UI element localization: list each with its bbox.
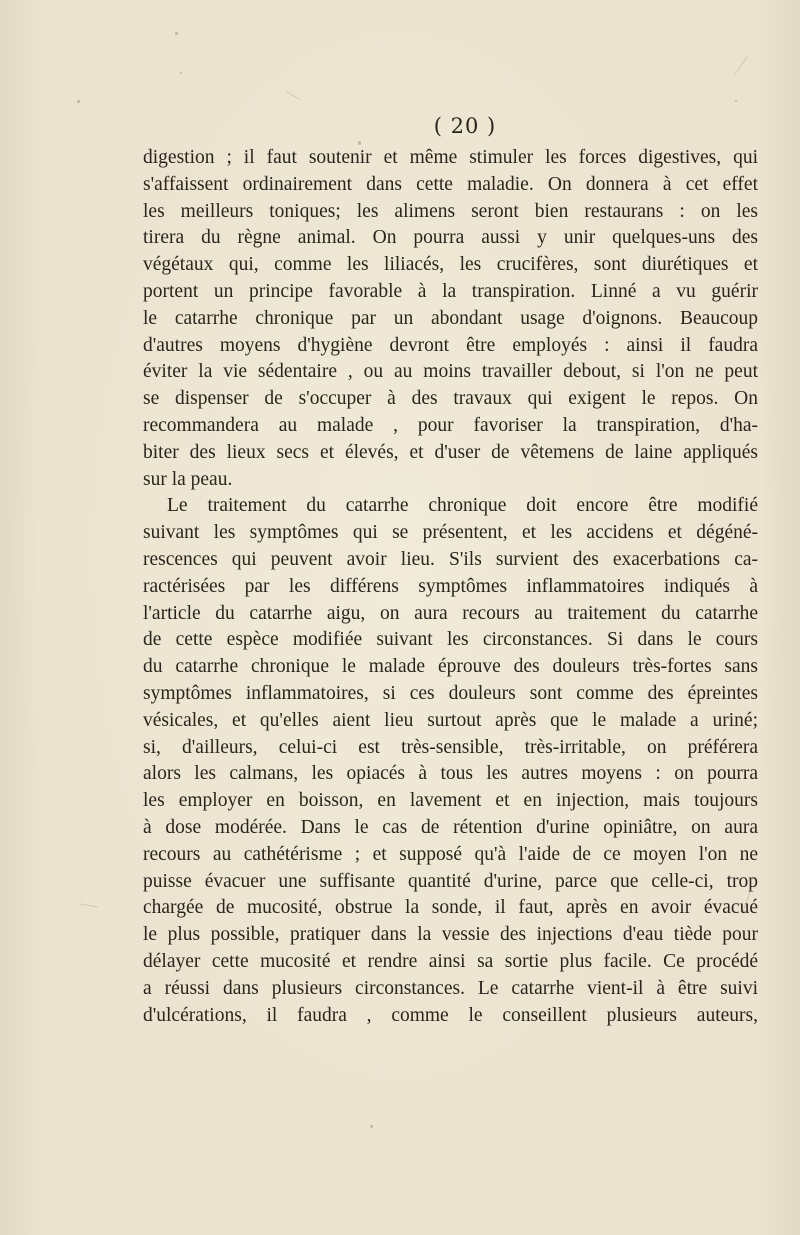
text-line: Le traitement du catarrhe chronique doit encore être modifié <box>167 495 758 517</box>
text-line: de cette espèce modifiée suivant les circonstances. Si dans le cours <box>143 629 758 651</box>
text-line: a réussi dans plusieurs circonstances. Le catarrhe vient-il à être suivi <box>143 977 758 999</box>
paper-mark <box>286 91 300 100</box>
text-line: s'affaissent ordinairement dans cette maladie. On donnera à cet effet <box>143 173 758 195</box>
text-line: les employer en boisson, en lavement et en injection, mais toujours <box>143 790 758 812</box>
text-line: alors les calmans, les opiacés à tous les autres moyens : on pourra <box>143 763 758 785</box>
body-text <box>143 145 758 1029</box>
text-line: le catarrhe chronique par un abondant usage d'oignons. Beaucoup <box>143 307 758 329</box>
paper-speck <box>735 100 737 102</box>
text-line: rescences qui peuvent avoir lieu. S'ils survient des exacerbations ca- <box>143 548 758 570</box>
text-line: digestion ; il faut soutenir et même stimuler les forces digestives, qui <box>143 147 758 168</box>
paper-speck <box>358 141 361 145</box>
text-line: suivant les symptômes qui se présentent, et les accidens et dégéné- <box>143 522 758 544</box>
text-line: délayer cette mucosité et rendre ainsi sa sortie plus facile. Ce procédé <box>143 950 758 972</box>
text-line: vésicales, et qu'elles aient lieu surtout après que le malade a uriné; <box>143 709 758 731</box>
text-line: symptômes inflammatoires, si ces douleurs sont comme des épreintes <box>143 682 758 704</box>
text-line: d'ulcérations, il faudra , comme le conseillent plusieurs auteurs, <box>143 1004 758 1026</box>
text-line: chargée de mucosité, obstrue la sonde, il faut, après en avoir évacué <box>143 897 758 919</box>
text-line: éviter la vie sédentaire , ou au moins travailler debout, si l'on ne peut <box>143 361 758 383</box>
text-line: se dispenser de s'occuper à des travaux qui exigent le repos. On <box>143 388 758 410</box>
page-number: ( 20 ) <box>433 114 497 138</box>
text-line: recours au cathétérisme ; et supposé qu'à l'aide de ce moyen l'on ne <box>143 843 758 865</box>
text-line: à dose modérée. Dans le cas de rétention d'urine opiniâtre, on aura <box>143 816 758 838</box>
paper-mark <box>734 56 747 75</box>
text-line: végétaux qui, comme les liliacés, les crucifères, sont diurétiques et <box>143 254 758 276</box>
paper-mark <box>80 903 98 907</box>
text-line: recommandera au malade , pour favoriser la transpiration, d'ha- <box>143 414 758 436</box>
text-line: d'autres moyens d'hygiène devront être employés : ainsi il faudra <box>143 334 758 356</box>
text-line: ractérisées par les différens symptômes inflammatoires indiqués à <box>143 575 758 597</box>
text-line: du catarrhe chronique le malade éprouve des douleurs très-fortes sans <box>143 656 758 678</box>
text-line: le plus possible, pratiquer dans la vessie des injections d'eau tiède pour <box>143 924 758 946</box>
text-line: sur la peau. <box>143 468 233 490</box>
text-line: tirera du règne animal. On pourra aussi y unir quelques-uns des <box>143 227 758 249</box>
paper-speck <box>175 32 178 35</box>
text-line: si, d'ailleurs, celui-ci est très-sensible, très-irritable, on préférera <box>143 736 758 758</box>
text-line: les meilleurs toniques; les alimens seront bien restaurans : on les <box>143 200 758 222</box>
paper-speck <box>370 1125 373 1128</box>
text-line: puisse évacuer une suffisante quantité d'urine, parce que celle-ci, trop <box>143 870 758 892</box>
text-line: biter des lieux secs et élevés, et d'user de vêtemens de laine appliqués <box>143 441 758 463</box>
text-line: l'article du catarrhe aigu, on aura recours au traitement du catarrhe <box>143 602 758 624</box>
paper-speck <box>77 100 80 103</box>
paper-speck <box>180 72 182 74</box>
text-line: portent un principe favorable à la transpiration. Linné a vu guérir <box>143 280 758 302</box>
